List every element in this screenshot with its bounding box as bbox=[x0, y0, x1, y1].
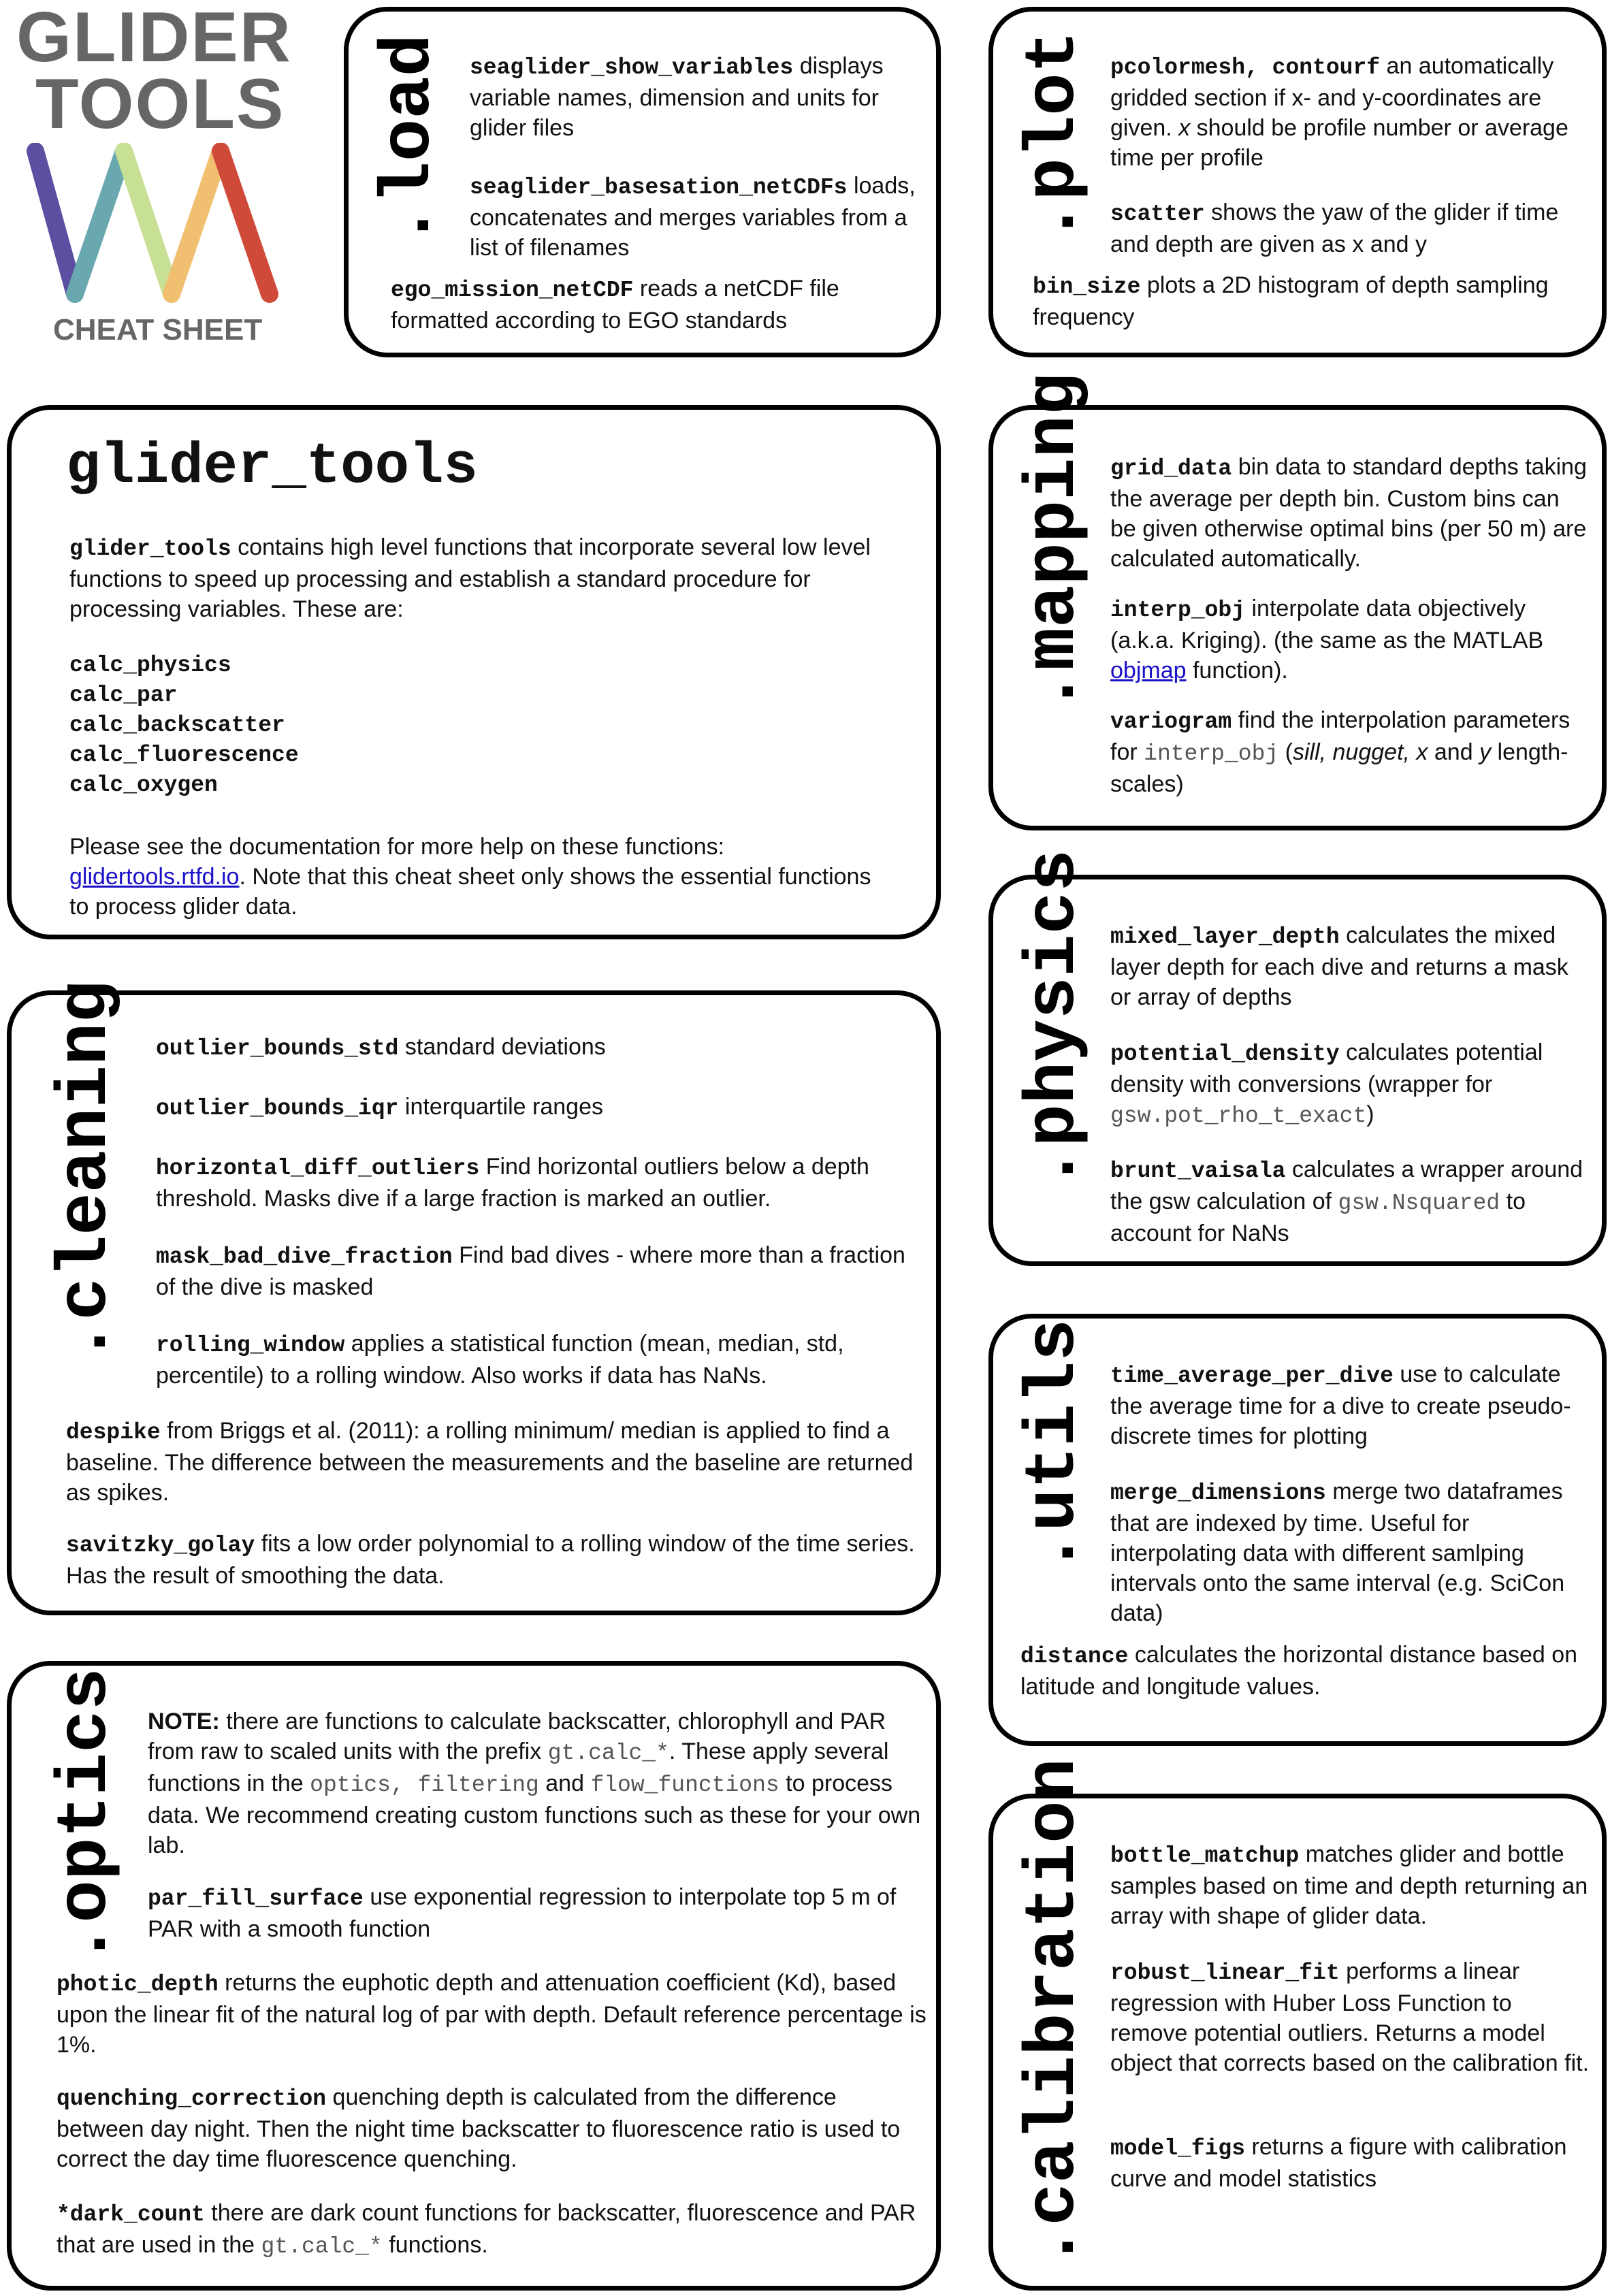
fn-mask-bad-dive-fraction: mask_bad_dive_fraction bbox=[156, 1244, 453, 1270]
code-gsw-pot-rho: gsw.pot_rho_t_exact bbox=[1110, 1103, 1367, 1129]
fn-merge-dimensions: merge_dimensions bbox=[1110, 1481, 1326, 1506]
fn-glider-tools: glider_tools bbox=[69, 536, 231, 562]
fn-outlier-bounds-std: outlier_bounds_std bbox=[156, 1036, 399, 1061]
fn-photic-depth: photic_depth bbox=[57, 1972, 219, 1997]
glider-tools-func-list bbox=[69, 651, 478, 801]
cleaning-desc-2: interquartile ranges bbox=[404, 1094, 603, 1120]
func-calc-backscatter: calc_backscatter bbox=[69, 713, 285, 738]
cleaning-item-iqr bbox=[156, 1092, 925, 1124]
fn-bin-size: bin_size bbox=[1033, 274, 1141, 300]
glider-tools-desc: contains high level functions that incorporate several low level functions to speed up processing and establish a standard procedure for processing variables. These are: bbox=[69, 534, 871, 622]
utils-desc-2: merge two dataframes that are indexed by time. Useful for interpolating data with different samlping intervals onto the same interval (e.g. SciCon data) bbox=[1110, 1478, 1565, 1626]
fn-interp-obj: interp_obj bbox=[1110, 598, 1246, 623]
optics-desc-4a: there are dark count functions for backscatter, fluorescence and PAR that are used in the bbox=[57, 2200, 916, 2258]
utils-desc-1: use to calculate the average time for a dive to create pseudo-discrete times for plotting bbox=[1110, 1361, 1571, 1449]
glider-tools-intro bbox=[69, 532, 907, 624]
optics-note-b: . These apply several functions in the bbox=[148, 1739, 889, 1796]
fn-ego-mission-netcdf: ego_mission_netCDF bbox=[391, 278, 634, 303]
optics-desc-1: use exponential regression to interpolate top 5 m of PAR with a smooth function bbox=[148, 1884, 897, 1942]
docs-note-text-1: Please see the documentation for more help on these functions: bbox=[69, 834, 725, 860]
cleaning-desc-4: Find bad dives - where more than a fraction of the dive is masked bbox=[156, 1242, 905, 1300]
fn-seaglider-show-variables: seaglider_show_variables bbox=[470, 55, 794, 80]
code-gt-calc-1: gt.calc_* bbox=[547, 1741, 669, 1766]
mapping-desc-3i2: y bbox=[1479, 739, 1492, 765]
logo-w-graphic bbox=[20, 143, 286, 306]
optics-desc-3: quenching depth is calculated from the difference between day night. Then the night time backscatter to fluorescence ratio is used to correct the day time fluorescence quenching. bbox=[57, 2084, 901, 2172]
mapping-desc-3open: ( bbox=[1285, 739, 1293, 765]
objmap-link[interactable]: objmap bbox=[1110, 658, 1187, 683]
logo-subtitle: CHEAT SHEET bbox=[53, 313, 263, 346]
fn-time-average-per-dive: time_average_per_dive bbox=[1110, 1363, 1394, 1389]
optics-item-photic bbox=[57, 1968, 928, 2060]
physics-title: .physics bbox=[1014, 849, 1095, 1189]
logo-title-line2: TOOLS bbox=[35, 65, 285, 144]
fn-mixed-layer-depth: mixed_layer_depth bbox=[1110, 924, 1340, 950]
fn-dark-count: *dark_count bbox=[57, 2202, 205, 2227]
load-panel bbox=[344, 7, 941, 357]
mapping-title: .mapping bbox=[1014, 372, 1095, 713]
code-interp-obj: interp_obj bbox=[1144, 741, 1279, 766]
optics-desc-4b: functions. bbox=[389, 2232, 488, 2258]
fn-potential-density: potential_density bbox=[1110, 1041, 1340, 1067]
fn-savitzky-golay: savitzky_golay bbox=[66, 1533, 255, 1558]
cleaning-item-std bbox=[156, 1032, 925, 1064]
plot-item-bin-size bbox=[1033, 270, 1577, 332]
plot-desc-1b: should be profile number or average time per profile bbox=[1110, 115, 1568, 171]
physics-desc-3b: to account for NaNs bbox=[1110, 1189, 1526, 1246]
cleaning-item-bad-dive bbox=[156, 1240, 925, 1302]
mapping-desc-3and: and bbox=[1434, 739, 1473, 765]
plot-desc-1x: x bbox=[1178, 115, 1191, 141]
load-desc-1: displays variable names, dimension and units for glider files bbox=[470, 53, 884, 141]
physics-desc-2b: ) bbox=[1366, 1101, 1374, 1127]
optics-item-quenching bbox=[57, 2082, 928, 2174]
cleaning-item-despike bbox=[66, 1416, 924, 1508]
cleaning-panel bbox=[7, 980, 941, 1615]
utils-title: .utils bbox=[1014, 1319, 1095, 1574]
utils-item-merge bbox=[1110, 1476, 1587, 1628]
glider-tools-panel bbox=[7, 405, 941, 939]
calibration-title: .calibration bbox=[1014, 1758, 1095, 2268]
cleaning-desc-5: applies a statistical function (mean, median, std, percentile) to a rolling window. Also works if data has NaNs. bbox=[156, 1331, 844, 1389]
physics-item-brunt bbox=[1110, 1154, 1587, 1248]
code-gt-calc-2: gt.calc_* bbox=[261, 2234, 383, 2259]
fn-pcolormesh-contourf: pcolormesh, contourf bbox=[1110, 55, 1381, 80]
docs-link[interactable]: glidertools.rtfd.io bbox=[69, 864, 240, 890]
optics-note-d: to process data. We recommend creating custom functions such as these for your own lab. bbox=[148, 1770, 921, 1858]
plot-desc-1a: an automatically gridded section if x- and y-coordinates are given. bbox=[1110, 53, 1554, 141]
plot-title: .plot bbox=[1014, 30, 1095, 243]
mapping-item-interp-obj bbox=[1110, 594, 1587, 685]
glider-tools-docs-note bbox=[69, 832, 886, 922]
optics-title: .optics bbox=[46, 1668, 127, 1965]
calibration-desc-2: performs a linear regression with Huber Loss Function to remove potential outliers. Returns a model object that corrects based on the calibration fit. bbox=[1110, 1958, 1590, 2076]
load-item-basestation bbox=[470, 171, 926, 263]
fn-robust-linear-fit: robust_linear_fit bbox=[1110, 1960, 1340, 1986]
plot-panel bbox=[988, 7, 1607, 357]
cleaning-desc-3: Find horizontal outliers below a depth threshold. Masks dive if a large fraction is marked an outlier. bbox=[156, 1154, 869, 1212]
fn-horizontal-diff-outliers: horizontal_diff_outliers bbox=[156, 1156, 480, 1181]
func-calc-physics: calc_physics bbox=[69, 653, 231, 678]
physics-desc-2a: calculates potential density with conversions (wrapper for bbox=[1110, 1039, 1543, 1097]
code-gsw-nsquared: gsw.Nsquared bbox=[1338, 1191, 1500, 1216]
logo-title-line1: GLIDER bbox=[16, 0, 292, 77]
load-item-ego bbox=[391, 274, 922, 336]
calibration-item-bottle bbox=[1110, 1839, 1594, 1931]
physics-panel bbox=[988, 849, 1607, 1266]
calibration-panel bbox=[988, 1758, 1607, 2291]
plot-item-scatter bbox=[1110, 197, 1587, 259]
fn-model-figs: model_figs bbox=[1110, 2136, 1246, 2161]
mapping-desc-3b: length-scales) bbox=[1110, 739, 1568, 797]
utils-item-time-average bbox=[1110, 1359, 1587, 1451]
plot-desc-3: plots a 2D histogram of depth sampling frequency bbox=[1033, 272, 1549, 330]
code-optics-filtering: optics, filtering bbox=[310, 1773, 539, 1798]
optics-panel bbox=[7, 1661, 941, 2291]
mapping-item-grid-data bbox=[1110, 452, 1587, 574]
func-calc-oxygen: calc_oxygen bbox=[69, 773, 218, 798]
func-calc-par: calc_par bbox=[69, 683, 178, 708]
optics-item-par-fill bbox=[148, 1882, 924, 1944]
calibration-desc-1: matches glider and bottle samples based on time and depth returning an array with shape of glider data. bbox=[1110, 1841, 1588, 1929]
optics-note-label: NOTE: bbox=[148, 1709, 220, 1734]
cleaning-desc-1: standard deviations bbox=[404, 1034, 606, 1060]
fn-despike: despike bbox=[66, 1420, 161, 1445]
fn-variogram: variogram bbox=[1110, 709, 1232, 734]
physics-item-mld bbox=[1110, 920, 1587, 1012]
physics-item-density bbox=[1110, 1037, 1587, 1131]
fn-rolling-window: rolling_window bbox=[156, 1333, 345, 1358]
fn-seaglider-basesation-netcdfs: seaglider_basesation_netCDFs bbox=[470, 175, 848, 200]
cleaning-item-horizontal bbox=[156, 1152, 925, 1214]
mapping-desc-3i1: sill, nugget, x bbox=[1292, 739, 1428, 765]
utils-item-distance bbox=[1020, 1640, 1592, 1702]
plot-item-pcolormesh bbox=[1110, 51, 1587, 173]
fn-distance: distance bbox=[1020, 1644, 1129, 1669]
load-item-show-variables bbox=[470, 51, 926, 143]
mapping-desc-1: bin data to standard depths taking the average per depth bin. Custom bins can be given otherwise optimal bins (per 50 m) are calculated automatically. bbox=[1110, 454, 1587, 572]
optics-note-c: and bbox=[545, 1770, 584, 1796]
utils-desc-3: calculates the horizontal distance based on latitude and longitude values. bbox=[1020, 1642, 1578, 1700]
mapping-item-variogram bbox=[1110, 705, 1587, 799]
mapping-desc-3a: find the interpolation parameters for bbox=[1110, 707, 1571, 765]
optics-desc-2: returns the euphotic depth and attenuation coefficient (Kd), based upon the linear fit of the natural log of par with depth. Default reference percentage is 1%. bbox=[57, 1970, 927, 2058]
fn-brunt-vaisala: brunt_vaisala bbox=[1110, 1159, 1286, 1184]
fn-par-fill-surface: par_fill_surface bbox=[148, 1886, 364, 1911]
func-calc-fluorescence: calc_fluorescence bbox=[69, 743, 299, 768]
utils-panel bbox=[988, 1314, 1607, 1746]
cleaning-desc-6: from Briggs et al. (2011): a rolling minimum/ median is applied to find a baseline. The difference between the measurements and the baseline are returned as spikes. bbox=[66, 1418, 914, 1506]
fn-outlier-bounds-iqr: outlier_bounds_iqr bbox=[156, 1096, 399, 1121]
load-desc-2: loads, concatenates and merges variables from a list of filenames bbox=[470, 173, 916, 261]
optics-item-dark-count bbox=[57, 2198, 928, 2262]
fn-scatter: scatter bbox=[1110, 201, 1205, 227]
fn-grid-data: grid_data bbox=[1110, 456, 1232, 481]
mapping-panel bbox=[988, 372, 1607, 830]
cleaning-title: .cleaning bbox=[46, 980, 127, 1363]
code-flow-functions: flow_functions bbox=[590, 1773, 779, 1798]
load-desc-3: reads a netCDF file formatted according to EGO standards bbox=[391, 276, 839, 334]
calibration-item-robust bbox=[1110, 1956, 1594, 2078]
glider-tools-title: glider_tools bbox=[66, 435, 478, 500]
load-title: .load bbox=[370, 33, 450, 246]
fn-quenching-correction: quenching_correction bbox=[57, 2086, 327, 2112]
optics-note bbox=[148, 1707, 924, 1860]
optics-note-a: there are functions to calculate backscatter, chlorophyll and PAR from raw to scaled units with the prefix bbox=[148, 1709, 886, 1764]
calibration-desc-3: returns a figure with calibration curve and model statistics bbox=[1110, 2134, 1567, 2192]
physics-desc-3a: calculates a wrapper around the gsw calculation of bbox=[1110, 1157, 1583, 1214]
docs-note-text-2: . Note that this cheat sheet only shows the essential functions to process glider data. bbox=[69, 864, 871, 920]
cleaning-item-rolling bbox=[156, 1329, 925, 1391]
mapping-desc-2b: function). bbox=[1192, 658, 1288, 683]
cleaning-desc-7: fits a low order polynomial to a rolling window of the time series. Has the result of smoothing the data. bbox=[66, 1531, 915, 1589]
plot-desc-2: shows the yaw of the glider if time and depth are given as x and y bbox=[1110, 199, 1559, 257]
fn-bottle-matchup: bottle_matchup bbox=[1110, 1843, 1300, 1869]
cleaning-item-savgol bbox=[66, 1529, 924, 1591]
calibration-item-model-figs bbox=[1110, 2132, 1594, 2194]
mapping-desc-2a: interpolate data objectively (a.k.a. Kriging). (the same as the MATLAB bbox=[1110, 596, 1544, 653]
physics-desc-1: calculates the mixed layer depth for each dive and returns a mask or array of depths bbox=[1110, 922, 1568, 1010]
